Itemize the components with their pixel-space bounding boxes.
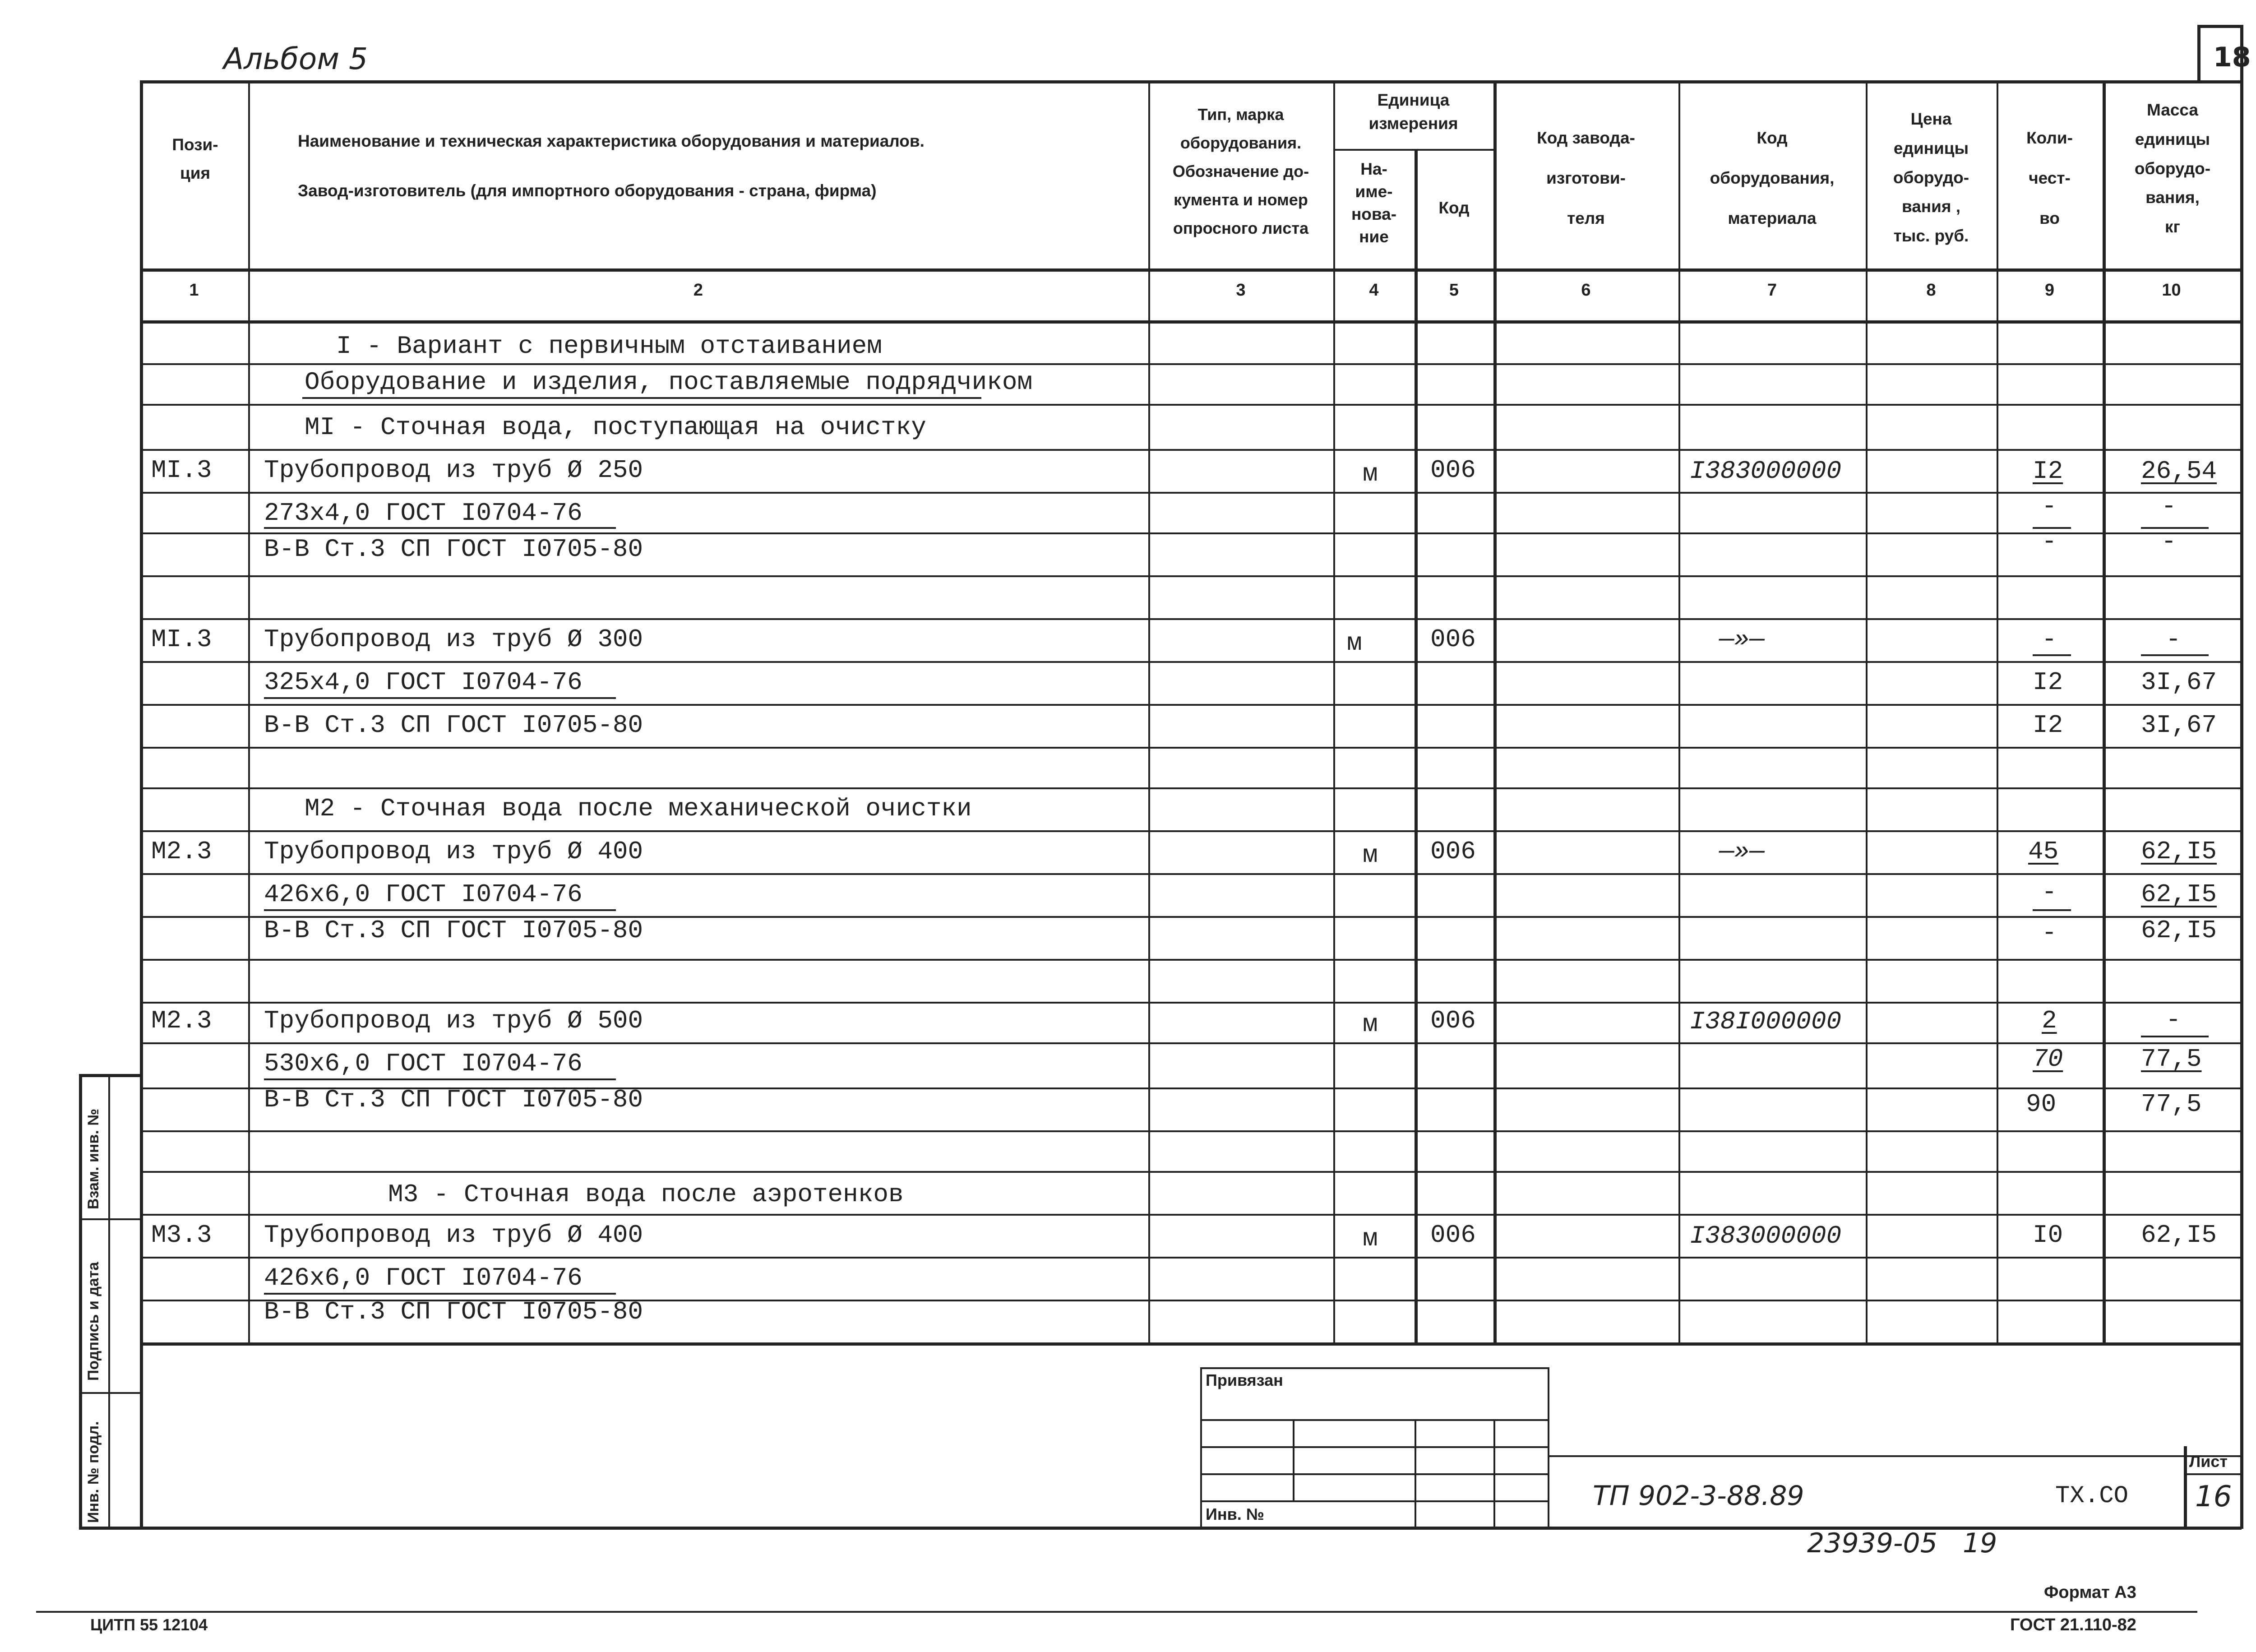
mass-underline [2141,654,2209,656]
item-material: В-В Ст.3 СП ГОСТ I0705-80 [264,1297,643,1326]
unit-code: 006 [1430,1006,1476,1035]
subheading-underline [302,397,981,399]
colnum: 3 [1236,281,1246,300]
mass: 77,5 [2141,1090,2202,1119]
quantity: - [2042,918,2057,947]
header-price: Цена единицы оборудо- вания , тыс. руб. [1893,110,1969,245]
quantity: 90 [2026,1090,2057,1119]
stamp-bound: Привязан [1206,1371,1283,1389]
sheet-label: Лист [2189,1452,2228,1471]
header-unit-group: Единица измерения [1368,91,1458,133]
quantity: I2 [2033,668,2063,697]
material-code: I383000000 [1690,457,1842,486]
item-name: Трубопровод из труб Ø 300 [264,625,643,654]
side-label-sign: Подпись и дата [85,1262,102,1381]
album-label: Альбом 5 [223,42,368,76]
spec-underline [264,1293,616,1295]
quantity: I2 [2033,457,2063,486]
position: M3.3 [151,1221,212,1249]
header-mass: Масса единицы оборудо- вания, кг [2134,101,2211,236]
spec-underline [264,697,616,699]
footer-gost: ГОСТ 21.110-82 [2010,1615,2136,1634]
item-spec: 273x4,0 ГОСТ I0704-76 [264,499,582,528]
mass: 3I,67 [2141,668,2217,697]
unit: м [1363,1224,1378,1253]
archive-page: 19 [1963,1527,1997,1559]
mass: - [2166,625,2181,654]
colnum: 8 [1926,281,1936,300]
material-code: —»— [1719,625,1765,654]
side-label-orig: Инв. № подл. [85,1421,102,1523]
material-code: I383000000 [1690,1222,1842,1250]
position: M2.3 [151,1006,212,1035]
mass: - [2161,527,2177,556]
quantity: 2 [2042,1006,2057,1035]
header-unit-code: Код [1438,199,1470,217]
sheet-number: 16 [2195,1480,2232,1513]
mass: - [2161,492,2177,521]
header-type: Тип, марка оборудования. Обозначение до- кумента и номер опросного листа [1172,105,1309,237]
colnum: 6 [1581,281,1591,300]
colnum: 9 [2044,281,2055,300]
item-spec: 426x6,0 ГОСТ I0704-76 [264,880,582,909]
mass: 62,I5 [2141,880,2217,909]
quantity: I2 [2033,711,2063,740]
mass: 62,I5 [2141,837,2217,866]
item-name: Трубопровод из труб Ø 250 [264,456,643,485]
header-position: Пози- ция [172,135,218,182]
unit-code: 006 [1430,1221,1476,1249]
mass-underline [2141,1036,2209,1037]
colnum: 4 [1369,281,1379,300]
quantity: 70 [2033,1045,2063,1074]
item-spec: 426x6,0 ГОСТ I0704-76 [264,1263,582,1292]
footer-format: Формат А3 [2044,1583,2136,1602]
item-name: Трубопровод из труб Ø 400 [264,1221,643,1249]
mass: - [2166,1005,2181,1034]
spec-underline [264,1078,616,1080]
side-label-replace: Взам. инв. № [85,1108,102,1209]
quantity: - [2042,878,2057,907]
item-spec: 325x4,0 ГОСТ I0704-76 [264,668,582,697]
colnum: 1 [189,281,199,300]
material-code: —»— [1719,837,1765,866]
item-material: В-В Ст.3 СП ГОСТ I0705-80 [264,916,643,945]
unit: м [1347,629,1362,657]
mass: 3I,67 [2141,711,2217,740]
document-section: ТХ.СО [2055,1482,2129,1510]
quantity: I0 [2033,1221,2063,1249]
header-material-code: Код оборудования, материала [1710,129,1835,227]
item-material: В-В Ст.3 СП ГОСТ I0705-80 [264,535,643,564]
section-variant-title: I - Вариант с первичным отстаиванием [336,332,882,361]
material-code: I38I000000 [1690,1007,1842,1036]
qty-underline [2033,909,2071,911]
item-name: Трубопровод из труб Ø 400 [264,837,643,866]
document-code: ТП 902-3-88.89 [1593,1480,1804,1512]
header-quantity: Коли- чест- во [2026,129,2073,227]
colnum: 10 [2162,281,2181,300]
header-name-line2: Завод-изготовитель (для импортного оборудования - страна, фирма) [298,181,877,200]
unit-code: 006 [1430,456,1476,485]
unit: м [1363,841,1378,870]
mass: 62,I5 [2141,916,2217,945]
position: MI.3 [151,625,212,654]
unit: м [1363,1010,1378,1039]
stamp-inv-no: Инв. № [1206,1505,1264,1523]
item-name: Трубопровод из труб Ø 500 [264,1006,643,1035]
section-m2-title: M2 - Сточная вода после механической очистки [305,794,972,823]
position: M2.3 [151,837,212,866]
section-m3-title: M3 - Сточная вода после аэротенков [388,1180,904,1209]
header-name-line1: Наименование и техническая характеристика оборудования и материалов. [298,132,925,150]
unit: м [1363,459,1378,488]
colnum: 7 [1767,281,1777,300]
unit-code: 006 [1430,837,1476,866]
mass: 26,54 [2141,457,2217,486]
spec-underline [264,909,616,911]
section-m1-title: MI - Сточная вода, поступающая на очистку [305,413,926,442]
colnum: 2 [693,281,703,300]
archive-number: 23939-05 [1807,1527,1937,1559]
colnum: 5 [1449,281,1459,300]
qty-underline [2033,654,2071,656]
quantity: - [2042,492,2057,521]
corner-page-number: 18 [2213,42,2251,73]
position: MI.3 [151,456,212,485]
header-factory-code: Код завода- изготови- теля [1537,129,1635,227]
quantity: - [2042,625,2057,654]
item-material: В-В Ст.3 СП ГОСТ I0705-80 [264,1085,643,1114]
section-subheading: Оборудование и изделия, поставляемые подрядчиком [305,368,1033,397]
spec-underline [264,527,616,529]
quantity: - [2042,527,2057,556]
footer-left: ЦИТП 55 12104 [90,1615,208,1634]
header-unit-name: На- име- нова- ние [1351,160,1397,246]
quantity: 45 [2028,837,2059,866]
unit-code: 006 [1430,625,1476,654]
item-material: В-В Ст.3 СП ГОСТ I0705-80 [264,711,643,740]
item-spec: 530x6,0 ГОСТ I0704-76 [264,1049,582,1078]
mass: 77,5 [2141,1045,2202,1074]
mass: 62,I5 [2141,1221,2217,1249]
